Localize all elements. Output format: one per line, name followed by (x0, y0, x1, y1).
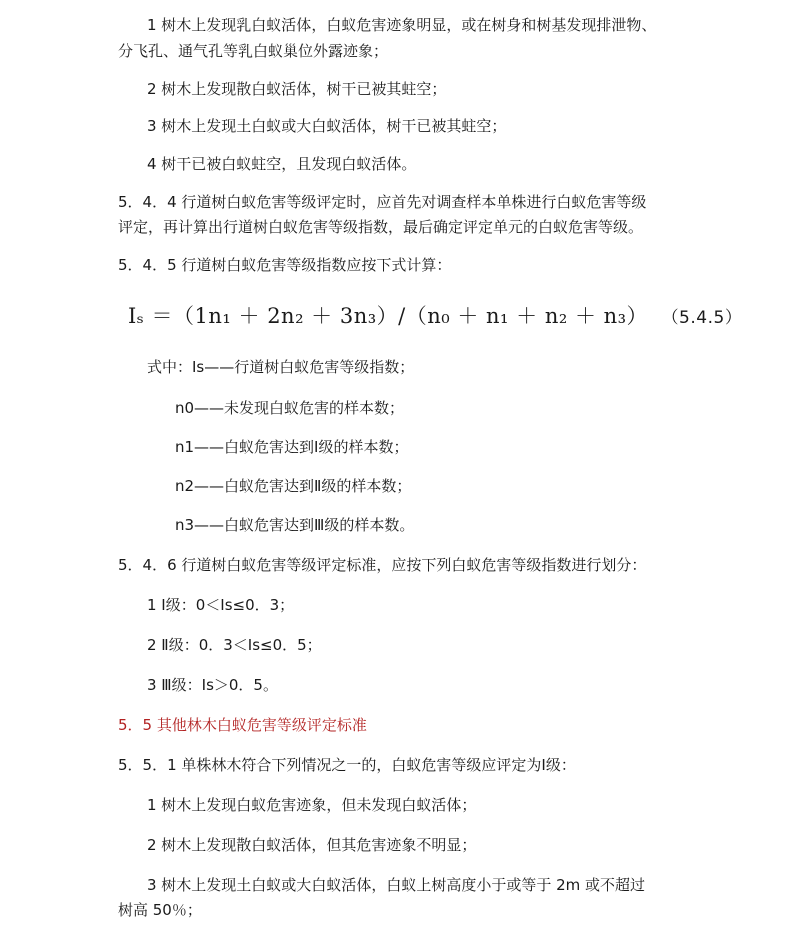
grade-1: 1 Ⅰ级：0＜Is≤0．3； (147, 596, 295, 614)
bottom-item-3-line-1: 3 树木上发现土白蚁或大白蚁活体，白蚁上树高度小于或等于 2m 或不超过 (147, 876, 646, 894)
definition-n2: n2——白蚁危害达到Ⅱ级的样本数； (175, 477, 412, 495)
definition-n0: n0——未发现白蚁危害的样本数； (175, 399, 405, 417)
clause-5-4-6: 5．4．6 行道树白蚁危害等级评定标准，应按下列白蚁危害等级指数进行划分： (118, 556, 647, 574)
clause-5-4-4-line-2: 评定，再计算出行道树白蚁危害等级指数，最后确定评定单元的白蚁危害等级。 (118, 218, 644, 236)
item-2: 2 树木上发现散白蚁活体，树干已被其蛀空； (147, 80, 447, 98)
bottom-item-1: 1 树木上发现白蚁危害迹象，但未发现白蚁活体； (147, 796, 477, 814)
bottom-item-2: 2 树木上发现散白蚁活体，但其危害迹象不明显； (147, 836, 477, 854)
item-1-line-2: 分飞孔、通气孔等乳白蚁巢位外露迹象； (118, 42, 389, 60)
definition-n3: n3——白蚁危害达到Ⅲ级的样本数。 (175, 516, 415, 534)
clause-5-4-5: 5．4．5 行道树白蚁危害等级指数应按下式计算： (118, 256, 452, 274)
grade-3: 3 Ⅲ级：Is＞0．5。 (147, 676, 278, 694)
item-3: 3 树木上发现土白蚁或大白蚁活体，树干已被其蛀空； (147, 117, 507, 135)
bottom-item-3-line-2: 树高 50％； (118, 901, 202, 919)
item-4: 4 树干已被白蚁蛀空，且发现白蚁活体。 (147, 155, 417, 173)
where-line: 式中：Is——行道树白蚁危害等级指数； (147, 358, 415, 376)
definition-n1: n1——白蚁危害达到Ⅰ级的样本数； (175, 438, 409, 456)
formula (128, 300, 742, 330)
item-1-line-1: 1 树木上发现乳白蚁活体，白蚁危害迹象明显，或在树身和树基发现排泄物、 (147, 16, 657, 34)
formula-expression: Iₛ ＝（1n₁ ＋ 2n₂ ＋ 3n₃）/（n₀ ＋ n₁ ＋ n₂ ＋ n₃） (128, 304, 649, 328)
clause-5-5-1: 5．5．1 单株林木符合下列情况之一的，白蚁危害等级应评定为Ⅰ级： (118, 756, 576, 774)
grade-2: 2 Ⅱ级：0．3＜Is≤0．5； (147, 636, 322, 654)
formula-number: （5.4.5） (670, 308, 743, 328)
clause-5-4-4-line-1: 5．4．4 行道树白蚁危害等级评定时，应首先对调查样本单株进行白蚁危害等级 (118, 193, 647, 211)
section-heading-5-5: 5．5 其他林木白蚁危害等级评定标准 (118, 716, 367, 734)
